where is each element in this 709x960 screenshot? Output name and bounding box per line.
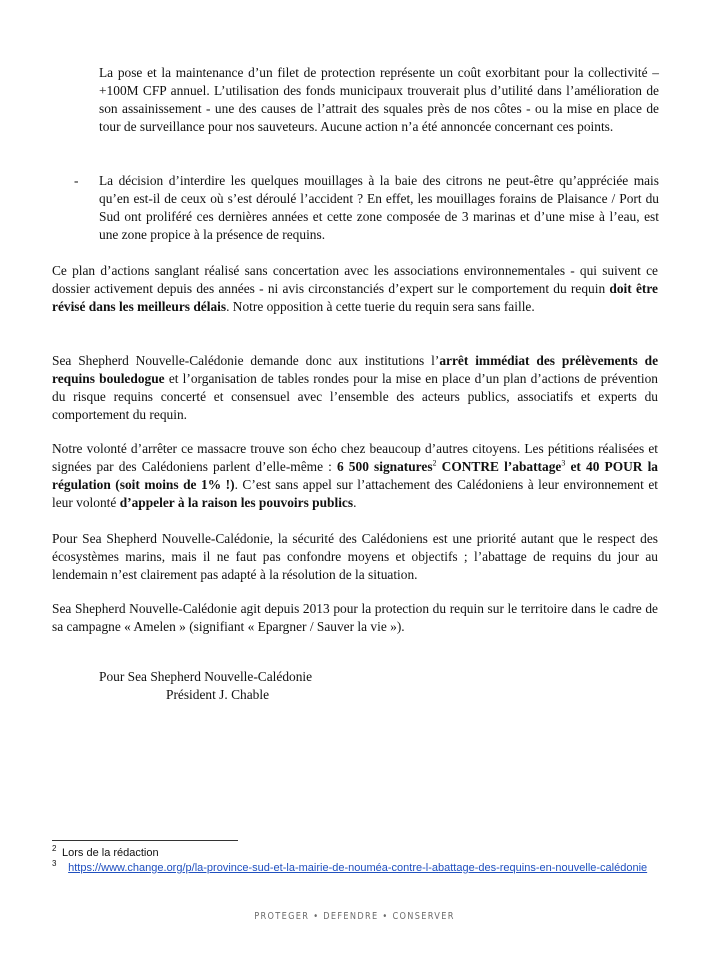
paragraph-text: La décision d’interdire les quelques mouillages à la baie des citrons ne peut-être qu’appréciée mais qu’en est-il de ceux où s’est déroulé l’accident ? En effet, les mouillages forains de Plaisance / Port du Sud ont proliféré ces dernières années et cette zone composée de 3 marinas et d’une mise à l’eau, est une zone propice à la présence de requins. (99, 173, 659, 242)
paragraph-text: . C’est sans appel sur l’attachement des Calédoniens à leur environnement et leur volonté (52, 477, 658, 510)
footnote-text: Lors de la rédaction (62, 847, 159, 859)
paragraph-mouillages (99, 172, 659, 244)
footer-motto: PROTEGER • DEFENDRE • CONSERVER (254, 911, 455, 922)
paragraph-text: Sea Shepherd Nouvelle-Calédonie agit depuis 2013 pour la protection du requin sur le territoire dans le cadre de sa campagne « Amelen » (signifiant « Epargner / Sauver la vie »). (52, 601, 658, 634)
paragraph-text: Notre volonté d’arrêter ce massacre trouve son écho chez beaucoup d’autres citoyens. Les pétitions réalisées et signées par des Calédoniens parlent d’elle-même : (52, 441, 658, 474)
paragraph-text: . Notre opposition à cette tuerie du requin sera sans faille. (226, 299, 535, 314)
signature-organisation: Pour Sea Shepherd Nouvelle-Calédonie (99, 669, 313, 684)
paragraph-petitions (52, 440, 658, 512)
paragraph-text: Ce plan d’actions sanglant réalisé sans concertation avec les associations environnementales - qui suivent ce dossier activement depuis des années - ni avis circonstanciés d’expert sur le comportement du requin (52, 263, 658, 296)
emphasis-revise: doit être révisé dans les meilleurs délais (52, 281, 658, 314)
footnote-divider (52, 840, 238, 841)
paragraph-text: . (353, 495, 357, 510)
petition-link[interactable]: https://www.change.org/p/la-province-sud-et-la-mairie-de-nouméa-contre-l-abattage-des-requins-en-nouvelle-calédonie (68, 862, 648, 874)
paragraph-text: La pose et la maintenance d’un filet de protection représente un coût exorbitant pour la collectivité – +100M CFP annuel. L’utilisation des fonds municipaux trouverait plus d’utilité dans l’amélioration de son assainissement - une des causes de l’attrait des squales près de nos côtes - ou la mise en place de tour de surveillance pour nos sauveteurs. Aucune action n’a été annoncée concernant ces points. (99, 65, 659, 134)
footnote-3: 3 https://www.change.org/p/la-province-sud-et-la-mairie-de-nouméa-contre-l-abattage-des-requins-en-nouvelle-calédonie (52, 859, 648, 874)
footnote-ref-2[interactable]: 2 (432, 458, 437, 468)
paragraph-demande-institutions (52, 352, 658, 424)
paragraph-campagne-amelen (52, 600, 658, 636)
paragraph-plan-actions (52, 262, 658, 316)
paragraph-securite (52, 530, 658, 584)
paragraph-text: et l’organisation de tables rondes pour la mise en place d’un plan d’actions de prévention du risque requins concerté et consensuel avec l’ensemble des acteurs publics, associatifs et experts du comportement du requin. (52, 371, 658, 422)
footnote-ref-3[interactable]: 3 (561, 458, 566, 468)
paragraph-filet-protection (99, 64, 659, 136)
emphasis-contre-abattage: CONTRE l’abattage (436, 459, 562, 474)
paragraph-text: Pour Sea Shepherd Nouvelle-Calédonie, la sécurité des Calédoniens est une priorité autant que le respect des écosystèmes marins, mais il ne faut pas confondre moyens et objectifs ; l’abattage de requins du jour au lendemain n’est clairement pas adapté à la résolution de la situation. (52, 531, 658, 582)
emphasis-arret-prelevements: arrêt immédiat des prélèvements de requins bouledogue (52, 353, 659, 386)
emphasis-appeler-raison: d’appeler à la raison les pouvoirs publics (119, 495, 354, 510)
emphasis-regulation: et 40 POUR la régulation (soit moins de 1% !) (52, 459, 658, 492)
paragraph-text: Sea Shepherd Nouvelle-Calédonie demande donc aux institutions l’ (52, 353, 440, 368)
list-bullet-dash: - (74, 173, 79, 188)
emphasis-signatures: 6 500 signatures (336, 459, 433, 474)
footnote-2: 2 Lors de la rédaction (52, 844, 159, 859)
signature-president: Président J. Chable (166, 687, 270, 702)
